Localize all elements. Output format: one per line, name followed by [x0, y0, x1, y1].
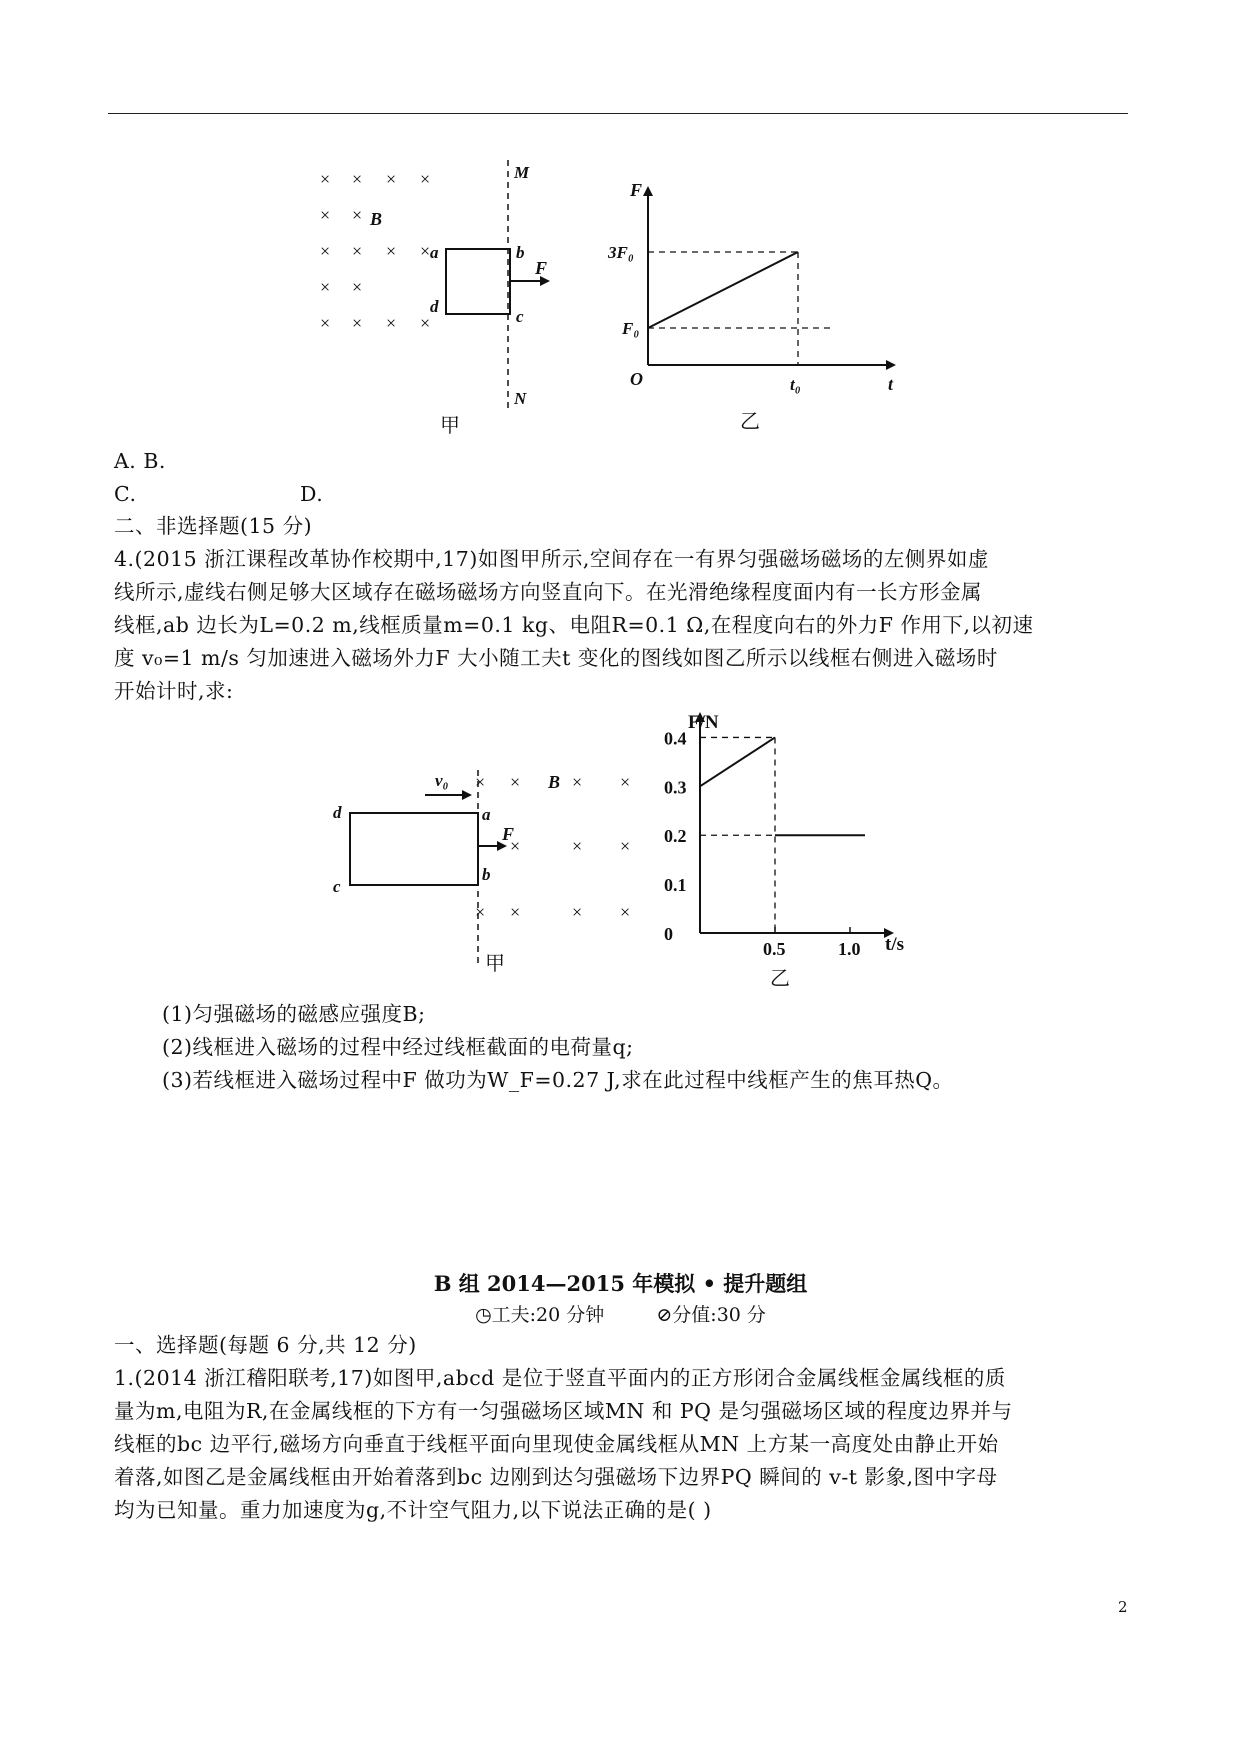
header-rule: [108, 113, 1128, 114]
field-cross: ×: [420, 313, 431, 333]
boundary-m: M: [514, 163, 530, 182]
field-cross: ×: [386, 169, 397, 189]
field-cross: ×: [572, 836, 583, 856]
field-cross: ×: [320, 241, 331, 261]
q4-line-5: 开始计时,求:: [114, 679, 234, 703]
q4-line-3: 线框,ab 边长为L=0.2 m,线框质量m=0.1 kg、电阻R=0.1 Ω,在程度向右的外力F 作用下,以初速: [114, 613, 1034, 637]
field-cross: ×: [420, 169, 431, 189]
field-cross: ×: [475, 902, 486, 922]
corner-a-2: a: [482, 805, 491, 824]
field-cross: ×: [620, 772, 631, 792]
y-tick-label: 0.1: [664, 875, 687, 896]
q4-line-2: 线所示,虚线右侧足够大区域存在磁场磁场方向竖直向下。在光滑绝缘程度面内有一长方形金属: [114, 580, 983, 604]
field-cross: ×: [572, 902, 583, 922]
boundary-n: N: [514, 389, 527, 408]
field-cross: ×: [386, 313, 397, 333]
field-cross: ×: [475, 772, 486, 792]
field-cross: ×: [510, 836, 521, 856]
sub-question-2: (2)线框进入磁场的过程中经过线框截面的电荷量q;: [162, 1035, 634, 1059]
sub-question-1: (1)匀强磁场的磁感应强度B;: [162, 1002, 426, 1026]
b-field-label: B: [370, 209, 383, 229]
field-cross: ×: [352, 205, 363, 225]
figure-rect-frame: [330, 760, 650, 990]
chart-f-vs-t: [660, 700, 920, 995]
corner-d-2: d: [333, 803, 342, 822]
field-cross: ×: [620, 902, 631, 922]
axis-f-label: F: [630, 180, 643, 200]
field-cross: ×: [510, 902, 521, 922]
clock-icon: ◷: [475, 1304, 492, 1326]
x-tick-label: 1.0: [838, 939, 861, 959]
field-cross: ×: [352, 241, 363, 261]
check-icon: ⊘: [656, 1304, 673, 1326]
figure-caption-yi: 乙: [740, 411, 760, 433]
chart-caption: 乙: [770, 968, 790, 990]
tick-f0: F₀: [622, 319, 640, 338]
tick-t0: t₀: [790, 375, 801, 394]
series-line-0: [700, 737, 775, 786]
field-cross: ×: [320, 313, 331, 333]
section1-title: 一、选择题(每题 6 分,共 12 分): [114, 1333, 417, 1357]
force-label: F: [535, 258, 548, 278]
figure-caption-jia: 甲: [440, 415, 460, 437]
q4-line-4: 度 v₀=1 m/s 匀加速进入磁场外力F 大小随工夫t 变化的图线如图乙所示以线框右侧进入磁场时: [114, 646, 998, 670]
corner-a: a: [430, 243, 439, 262]
corner-c: c: [516, 307, 524, 326]
time-limit: 工夫:20 分钟: [491, 1304, 605, 1326]
corner-d: d: [430, 297, 439, 316]
b-field-label-2: B: [548, 772, 561, 792]
y-tick-label: 0: [664, 924, 673, 944]
page-number: 2: [1118, 1598, 1128, 1616]
timing-row: [0, 1300, 1241, 1327]
field-cross: ×: [386, 241, 397, 261]
sub-question-3: (3)若线框进入磁场过程中F 做功为W_F=0.27 J,求在此过程中线框产生的焦耳热Q。: [162, 1068, 954, 1092]
q4-line-1: 4.(2015 浙江课程改革协作校期中,17)如图甲所示,空间存在一有界匀强磁场磁场的左侧界如虚: [114, 547, 989, 571]
field-cross: ×: [620, 836, 631, 856]
velocity-label: v₀: [435, 771, 449, 790]
origin-label: O: [630, 369, 643, 389]
figure-frame-in-field: [320, 160, 570, 440]
score-value: 分值:30 分: [672, 1304, 766, 1326]
field-cross: ×: [352, 277, 363, 297]
field-cross: ×: [420, 241, 431, 261]
q1-line-1: 1.(2014 浙江稽阳联考,17)如图甲,abcd 是位于竖直平面内的正方形闭合金属线框金属线框的质: [114, 1366, 1006, 1390]
choice-a-b: A. B.: [114, 449, 166, 473]
corner-b-2: b: [482, 865, 491, 884]
choice-c: C.: [114, 482, 137, 506]
field-cross: ×: [352, 313, 363, 333]
tick-3f0: 3F₀: [608, 243, 634, 262]
figure-caption-jia-2: 甲: [485, 953, 505, 975]
x-tick-label: 0.5: [763, 939, 786, 959]
group-b-title: B 组 2014—2015 年模拟 • 提升题组: [433, 1271, 808, 1296]
corner-c-2: c: [333, 877, 341, 896]
figure-f-t-graph: [600, 180, 910, 440]
q1-line-2: 量为m,电阻为R,在金属线框的下方有一匀强磁场区域MN 和 PQ 是匀强磁场区域的程度边界并与: [114, 1399, 1013, 1423]
y-tick-label: 0.3: [664, 777, 687, 798]
choice-d: D.: [300, 482, 324, 506]
field-cross: ×: [320, 169, 331, 189]
axis-t-label: t: [888, 374, 894, 394]
corner-b: b: [516, 243, 525, 262]
field-cross: ×: [352, 169, 363, 189]
force-label-2: F: [502, 824, 515, 844]
chart-x-label: t/s: [885, 934, 904, 955]
chart-y-label: F/N: [688, 712, 719, 733]
field-cross: ×: [320, 277, 331, 297]
q1-line-3: 线框的bc 边平行,磁场方向垂直于线框平面向里现使金属线框从MN 上方某一高度处由静止开始: [114, 1432, 999, 1456]
section2-title: 二、非选择题(15 分): [114, 514, 313, 538]
y-tick-label: 0.4: [664, 728, 687, 749]
y-tick-label: 0.2: [664, 826, 687, 847]
q1-line-5: 均为已知量。重力加速度为g,不计空气阻力,以下说法正确的是( ): [114, 1498, 712, 1522]
field-cross: ×: [572, 772, 583, 792]
q1-line-4: 着落,如图乙是金属线框由开始着落到bc 边刚到达匀强磁场下边界PQ 瞬间的 v-t 影象,图中字母: [114, 1465, 998, 1489]
field-cross: ×: [320, 205, 331, 225]
field-cross: ×: [510, 772, 521, 792]
